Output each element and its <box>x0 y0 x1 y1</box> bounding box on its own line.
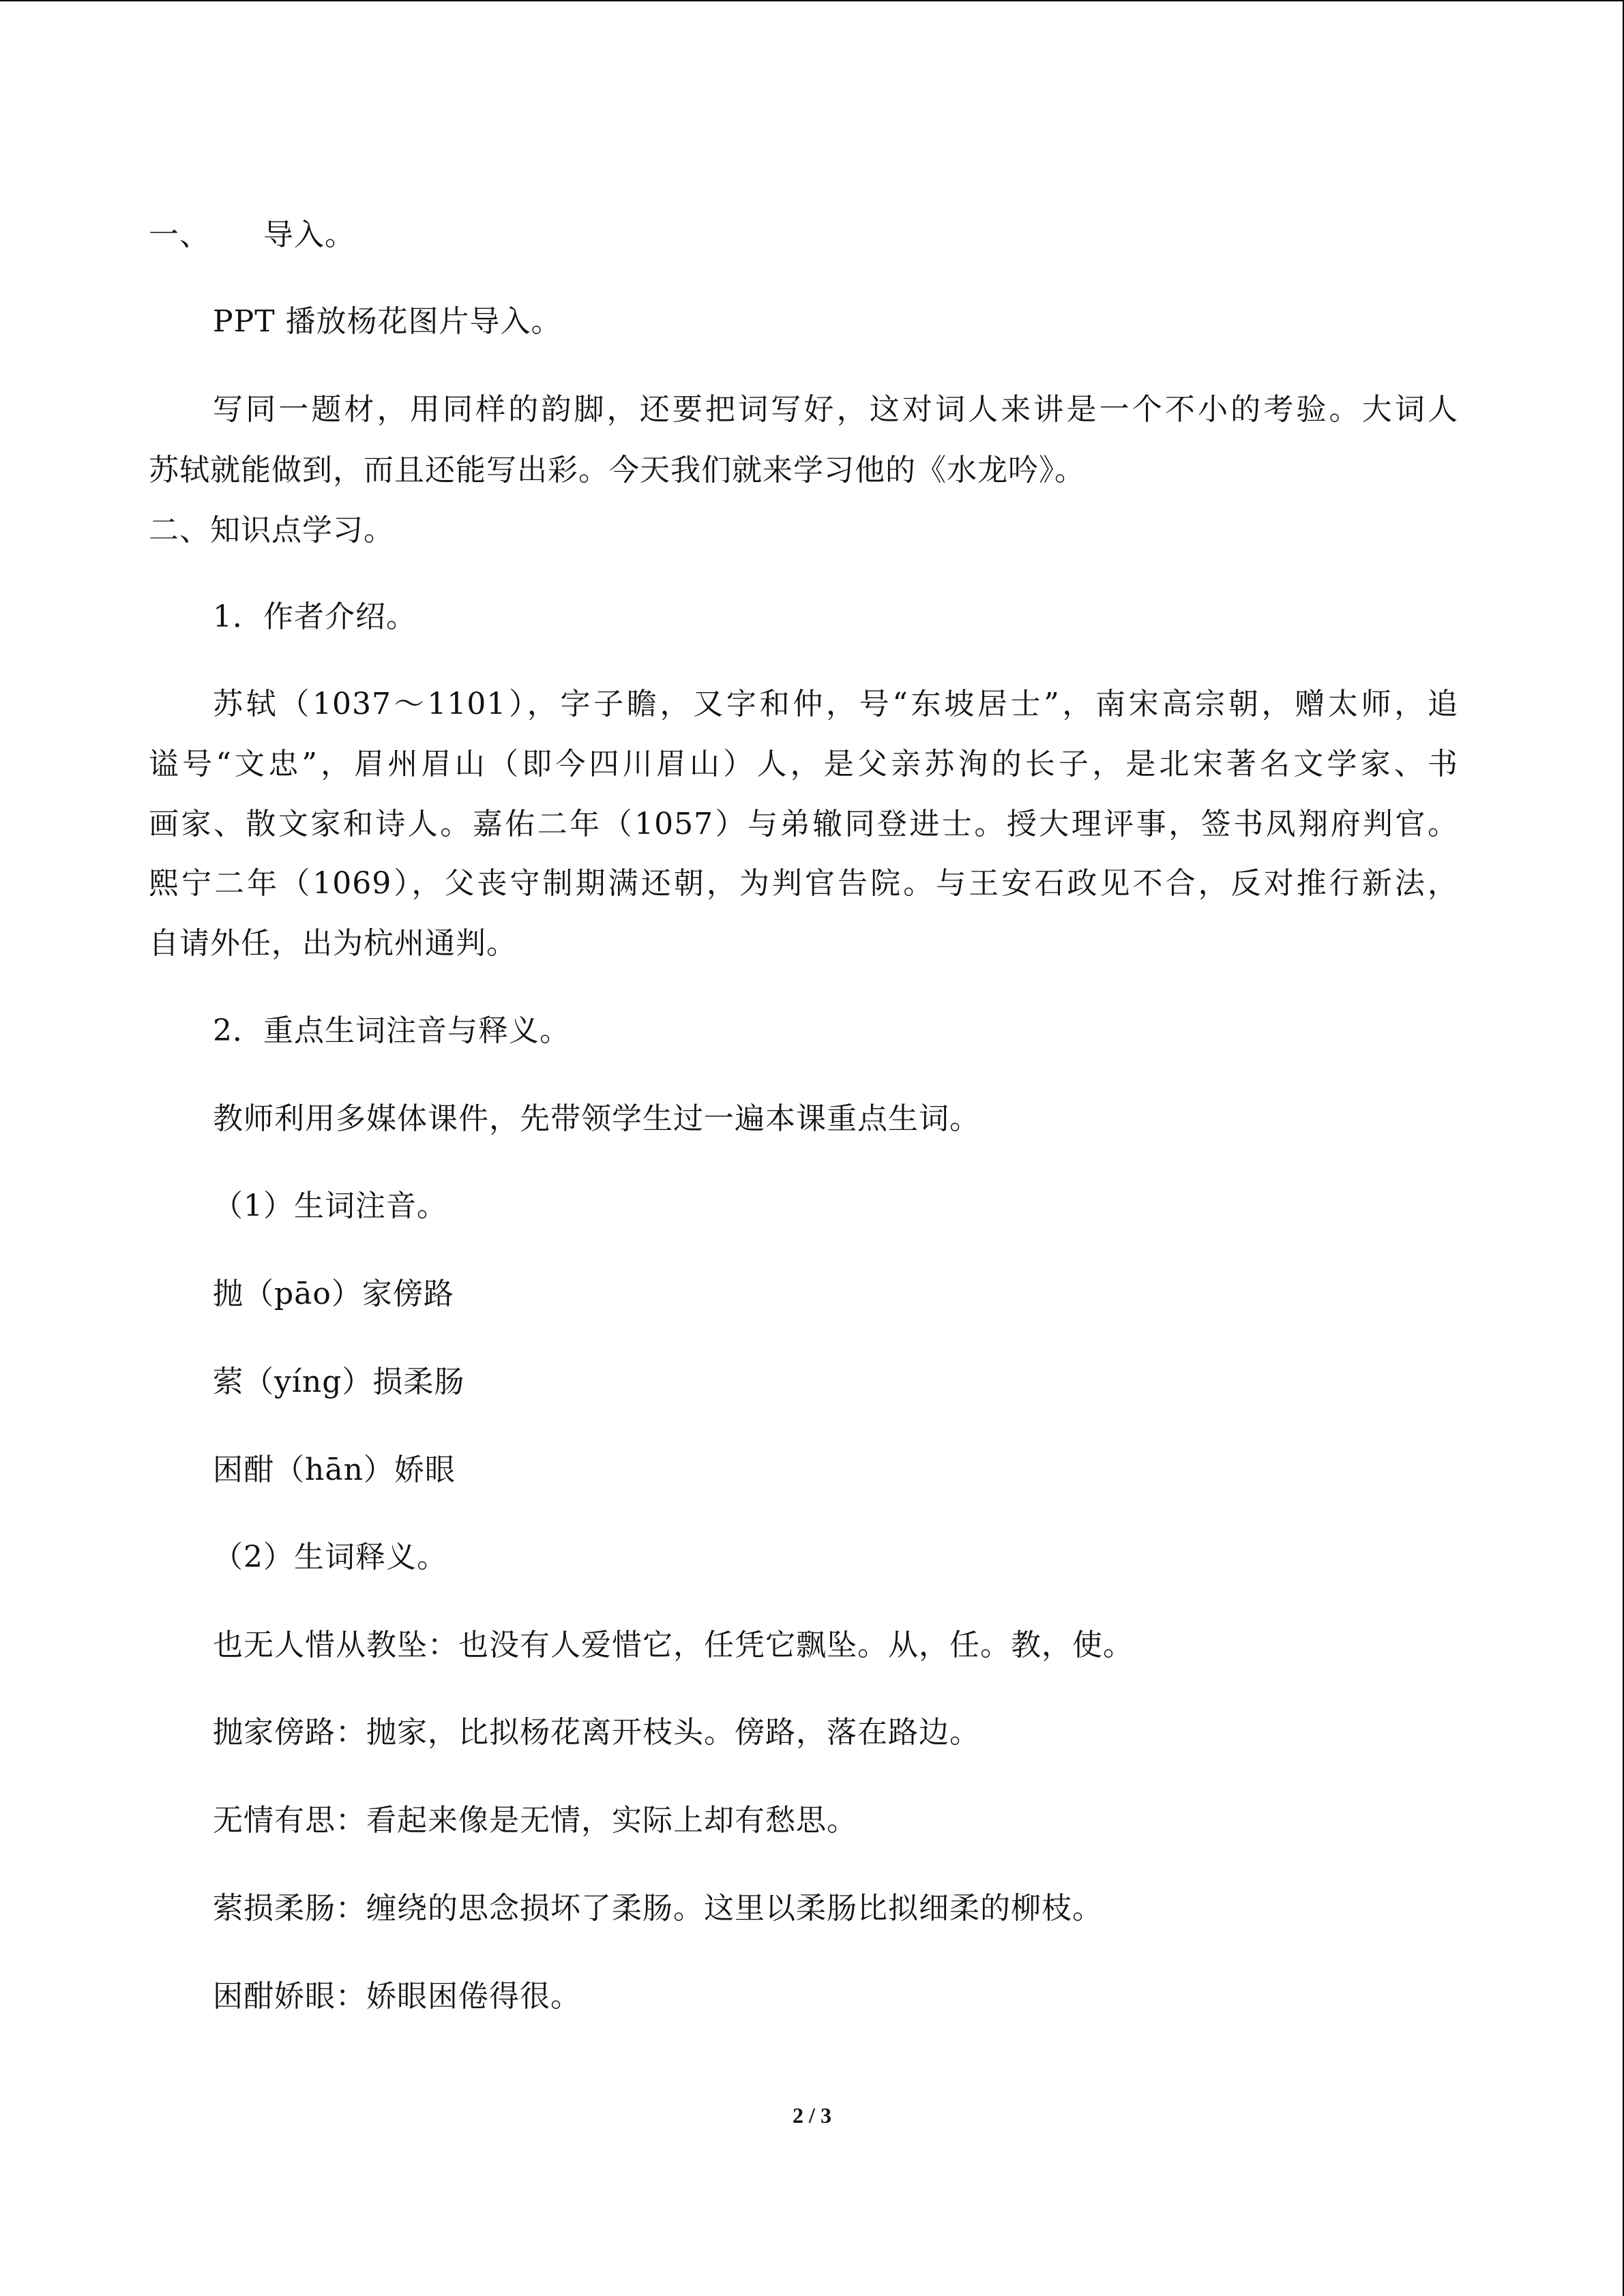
pronunciation-title: （1）生词注音。 <box>213 1189 447 1223</box>
pronunciation-item: 抛（pāo）家傍路 <box>213 1277 454 1311</box>
section-1-number: 一、 <box>149 218 210 252</box>
bio-line-2: 谥号“文忠”，眉州眉山（即今四川眉山）人，是父亲苏洵的长子，是北宋著名文学家、书 <box>149 747 1458 781</box>
paragraph-ppt-intro: PPT 播放杨花图片导入。 <box>213 304 562 339</box>
paragraph-lead-line-1: 写同一题材，用同样的韵脚，还要把词写好，这对词人来讲是一个不小的考验。大词人 <box>213 392 1458 427</box>
bio-line-3: 画家、散文家和诗人。嘉佑二年（1057）与弟辙同登进士。授大理评事，签书凤翔府判官。 <box>149 807 1458 841</box>
section-1-title: 导入。 <box>263 218 355 252</box>
subheading-vocabulary: 2．重点生词注音与释义。 <box>213 1013 570 1048</box>
definition-item: 萦损柔肠：缠绕的思念损坏了柔肠。这里以柔肠比拟细柔的柳枝。 <box>213 1891 1103 1926</box>
pronunciation-item: 困酣（hān）娇眼 <box>213 1452 456 1487</box>
subheading-author-intro: 1．作者介绍。 <box>213 599 417 634</box>
section-1-heading <box>149 215 355 256</box>
definition-item: 困酣娇眼：娇眼困倦得很。 <box>213 1979 581 2014</box>
bio-line-5: 自请外任，出为杭州通判。 <box>149 926 517 961</box>
pronunciation-item: 萦（yíng）损柔肠 <box>213 1365 465 1399</box>
definition-item: 也无人惜从教坠：也没有人爱惜它，任凭它飘坠。从，任。教，使。 <box>213 1628 1134 1663</box>
page-number: 2 / 3 <box>793 2103 831 2128</box>
definition-item: 抛家傍路：抛家，比拟杨花离开枝头。傍路，落在路边。 <box>213 1715 980 1750</box>
paragraph-lead-line-2: 苏轼就能做到，而且还能写出彩。今天我们就来学习他的《水龙吟》。 <box>149 453 1085 488</box>
bio-line-4: 熙宁二年（1069），父丧守制期满还朝，为判官告院。与王安石政见不合，反对推行新法， <box>149 866 1458 901</box>
definition-title: （2）生词释义。 <box>213 1540 447 1575</box>
definition-item: 无情有思：看起来像是无情，实际上却有愁思。 <box>213 1803 857 1838</box>
section-2-heading: 二、知识点学习。 <box>149 513 394 548</box>
paragraph-teacher-intro: 教师利用多媒体课件，先带领学生过一遍本课重点生词。 <box>213 1101 980 1136</box>
bio-line-1: 苏轼（1037～1101），字子瞻，又字和仲，号“东坡居士”，南宋高宗朝，赠太师，追 <box>213 687 1458 721</box>
